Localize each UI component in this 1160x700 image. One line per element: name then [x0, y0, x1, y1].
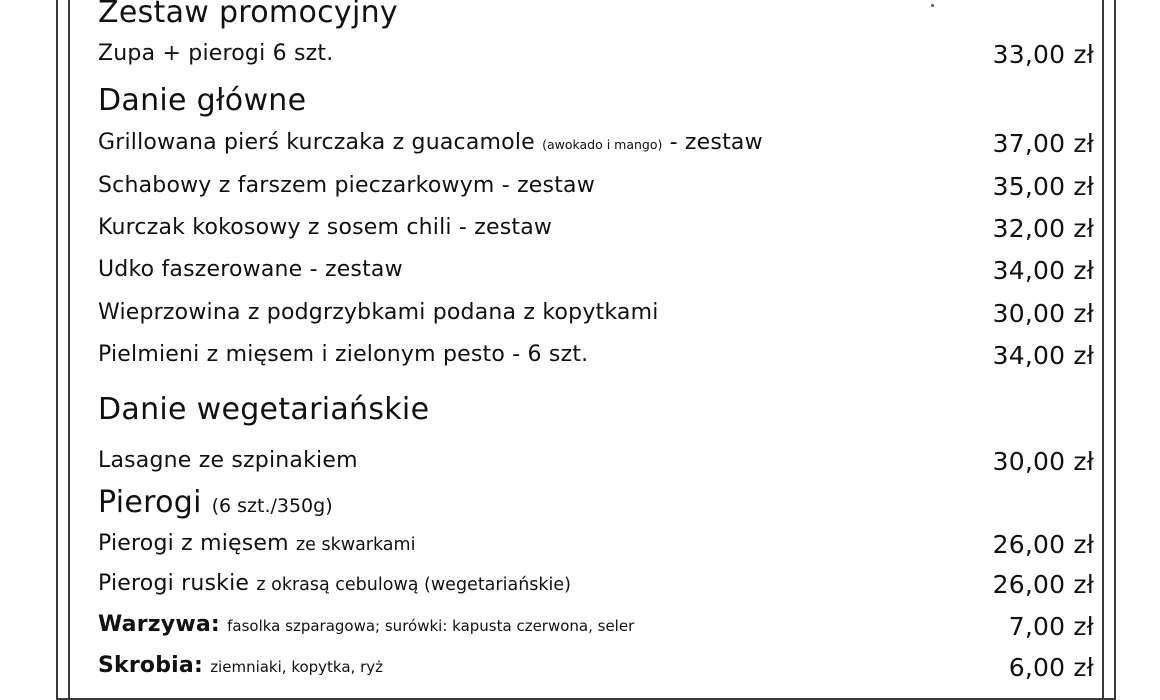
menu-item-label: Warzywa: — [98, 612, 220, 637]
section-title-vegetarian: Danie wegetariańskie — [98, 392, 430, 427]
menu-item-name: Zupa + pierogi 6 szt. — [98, 41, 334, 66]
menu-item-price: 30,00 zł — [992, 299, 1094, 328]
menu-item-price: 37,00 zł — [992, 129, 1094, 158]
menu-item-label: Skrobia: — [98, 653, 203, 678]
menu-item-name: Pielmieni z mięsem i zielonym pesto - 6 szt. — [98, 342, 589, 367]
print-speck — [931, 4, 934, 7]
menu-item-price: 32,00 zł — [992, 214, 1094, 243]
section-title-pierogi — [98, 485, 333, 520]
section-title-pierogi-label: Pierogi — [98, 485, 202, 520]
menu-item-name: Pierogi z mięsem — [98, 531, 289, 556]
menu-item-name: Lasagne ze szpinakiem — [98, 448, 358, 473]
menu-item-name: Schabowy z farszem pieczarkowym - zestaw — [98, 173, 595, 198]
menu-item-note: (awokado i mango) — [542, 137, 663, 152]
menu-item-note: fasolka szparagowa; surówki: kapusta czerwona, seler — [227, 617, 635, 635]
section-title-pierogi-note: (6 szt./350g) — [211, 495, 333, 517]
menu-item-price: 7,00 zł — [1008, 612, 1094, 641]
menu-item — [98, 533, 415, 555]
menu-item-note: z okrasą cebulową (wegetariańskie) — [256, 575, 571, 595]
menu-item-note: ze skwarkami — [295, 535, 416, 555]
menu-item — [98, 614, 634, 636]
menu-item-name: Wieprzowina z podgrzybkami podana z kopytkami — [98, 300, 659, 325]
section-title-promo: Zestaw promocyjny — [98, 0, 398, 30]
menu-item-price: 26,00 zł — [992, 530, 1094, 559]
menu-item-name: Udko faszerowane - zestaw — [98, 257, 403, 282]
menu-item-price: 35,00 zł — [992, 172, 1094, 201]
menu-item-note: ziemniaki, kopytka, ryż — [210, 658, 384, 676]
menu-item-name: Pierogi ruskie — [98, 571, 250, 596]
menu-item — [98, 573, 571, 595]
menu-item-price: 34,00 zł — [992, 341, 1094, 370]
menu-item-price: 30,00 zł — [992, 447, 1094, 476]
menu-item-price: 6,00 zł — [1008, 653, 1094, 682]
menu-item-suffix: - zestaw — [669, 130, 763, 155]
menu-item-name: Kurczak kokosowy z sosem chili - zestaw — [98, 215, 553, 240]
section-title-main: Danie główne — [98, 83, 307, 118]
menu-item — [98, 132, 763, 154]
menu-item — [98, 655, 383, 677]
menu-item-price: 26,00 zł — [992, 570, 1094, 599]
menu-item-name: Grillowana pierś kurczaka z guacamole — [98, 130, 535, 155]
menu-item-price: 33,00 zł — [992, 40, 1094, 69]
menu-item-price: 34,00 zł — [992, 256, 1094, 285]
